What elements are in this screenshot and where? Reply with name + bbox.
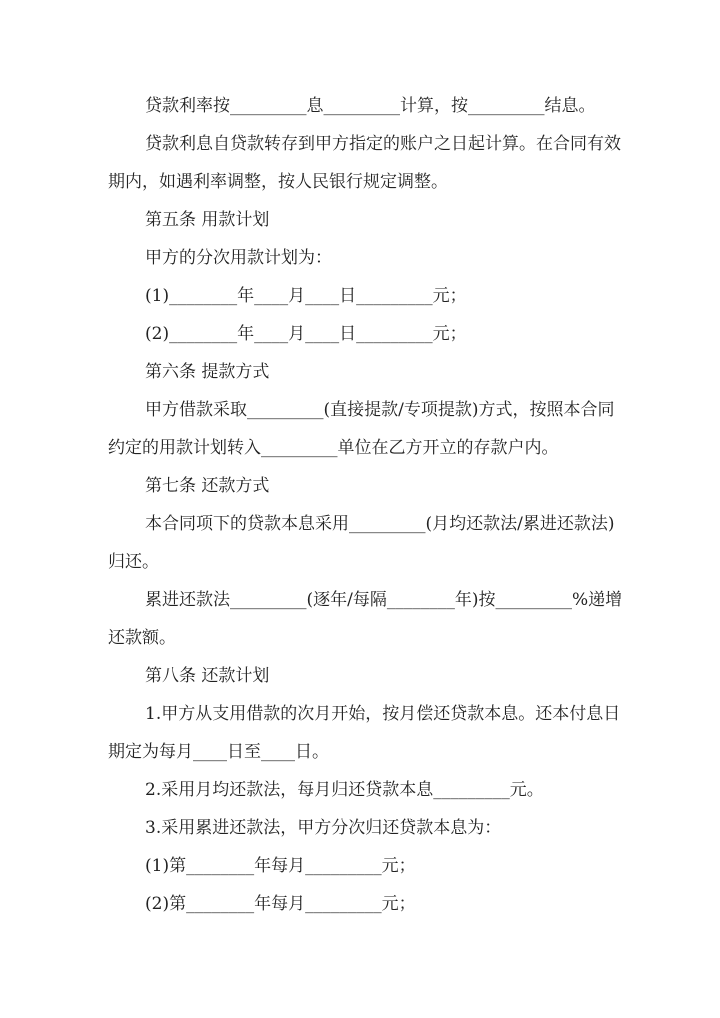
section-heading: 第七条 还款方式 <box>145 476 270 496</box>
text-line: 贷款利息自贷款转存到甲方指定的账户之日起计算。在合同有效 <box>145 134 621 154</box>
list-item: 3.采用累进还款法，甲方分次归还贷款本息为： <box>145 818 502 838</box>
text-line: 甲方借款采取_________(直接提款/专项提款)方式，按照本合同 <box>145 400 615 420</box>
text-line: 归还。 <box>108 552 159 572</box>
list-item: (1)第________年每月_________元； <box>145 856 416 876</box>
list-item: (1)________年____月____日_________元； <box>145 286 467 306</box>
text-line: 还款额。 <box>108 628 176 648</box>
text-line: 1.甲方从支用借款的次月开始，按月偿还贷款本息。还本付息日 <box>145 704 621 724</box>
text-line: 期定为每月____日至____日。 <box>108 742 329 762</box>
list-item: (2)第________年每月_________元； <box>145 894 416 914</box>
text-line: 甲方的分次用款计划为： <box>145 248 332 268</box>
section-heading: 第五条 用款计划 <box>145 210 270 230</box>
list-item: (2)________年____月____日_________元； <box>145 324 467 344</box>
text-line: 本合同项下的贷款本息采用_________(月均还款法/累进还款法) <box>145 514 615 534</box>
text-line: 累进还款法_________(逐年/每隔________年)按_________%递增 <box>145 590 623 610</box>
section-heading: 第六条 提款方式 <box>145 362 270 382</box>
list-item: 2.采用月均还款法，每月归还贷款本息_________元。 <box>145 780 544 800</box>
text-line: 贷款利率按_________息_________计算，按_________结息。 <box>145 96 596 116</box>
text-line: 约定的用款计划转入_________单位在乙方开立的存款户内。 <box>108 438 559 458</box>
text-line: 期内，如遇利率调整，按人民银行规定调整。 <box>108 172 448 192</box>
section-heading: 第八条 还款计划 <box>145 666 270 686</box>
